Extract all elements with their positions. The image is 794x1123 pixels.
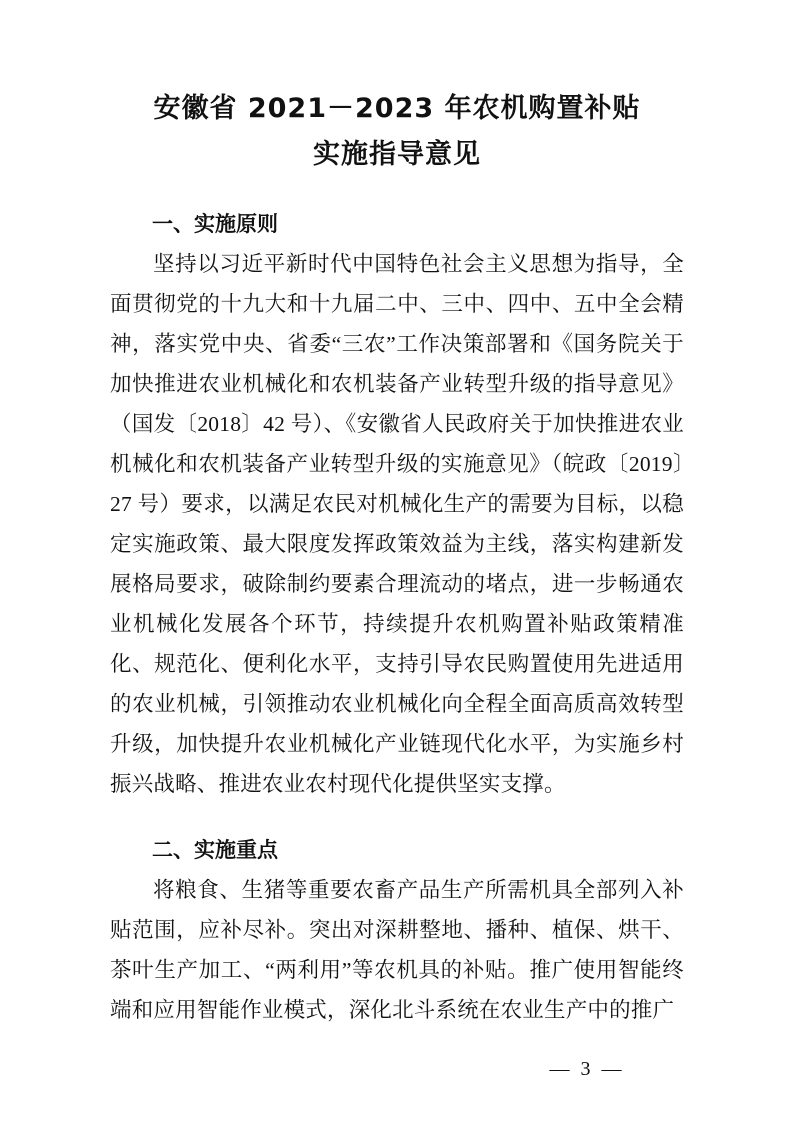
- page-title-line-2: 实施指导意见: [313, 139, 481, 170]
- page-title-line-1: 安徽省 2021－2023 年农机购置补贴: [153, 93, 641, 124]
- section-paragraph-2: 将粮食、生猪等重要农畜产品生产所需机具全部列入补贴范围，应补尽补。突出对深耕整地、播种、植保、烘干、茶叶生产加工、“两利用”等农机具的补贴。推广使用智能终端和应用智能作业模式，深化北斗系统在农业生产中的推广: [110, 878, 684, 1022]
- section-implementation-focus: [110, 830, 684, 1030]
- section-paragraph-1: 坚持以习近平新时代中国特色社会主义思想为指导，全面贯彻党的十九大和十九届二中、三中、四中、五中全会精神，落实党中央、省委“三农”工作决策部署和《国务院关于加快推进农业机械化和农机装备产业转型升级的指导意见》（国发〔2018〕42 号）、《安徽省人民政府关于加快推进农业机械化和农机装备产业转型升级的实施意见》（皖政〔2019〕27 号）要求，以满足农民对机械化生产的需要为目标，以稳定实施政策、最大限度发挥政策效益为主线，落实构建新发展格局要求，破除制约要素合理流动的堵点，进一步畅通农业机械化发展各个环节，持续提升农机购置补贴政策精准化、规范化、便利化水平，支持引导农民购置使用先进适用的农业机械，引领推动农业机械化向全程全面高质高效转型升级，加快提升农业机械化产业链现代化水平，为实施乡村振兴战略、推进农业农村现代化提供坚实支撑。: [110, 252, 684, 796]
- section-implementation-principles: [110, 204, 684, 804]
- page-number: — 3 —: [549, 1058, 625, 1080]
- page-title: [110, 0, 684, 178]
- section-heading-2: 二、实施重点: [152, 838, 278, 862]
- section-heading-1: 一、实施原则: [152, 212, 278, 236]
